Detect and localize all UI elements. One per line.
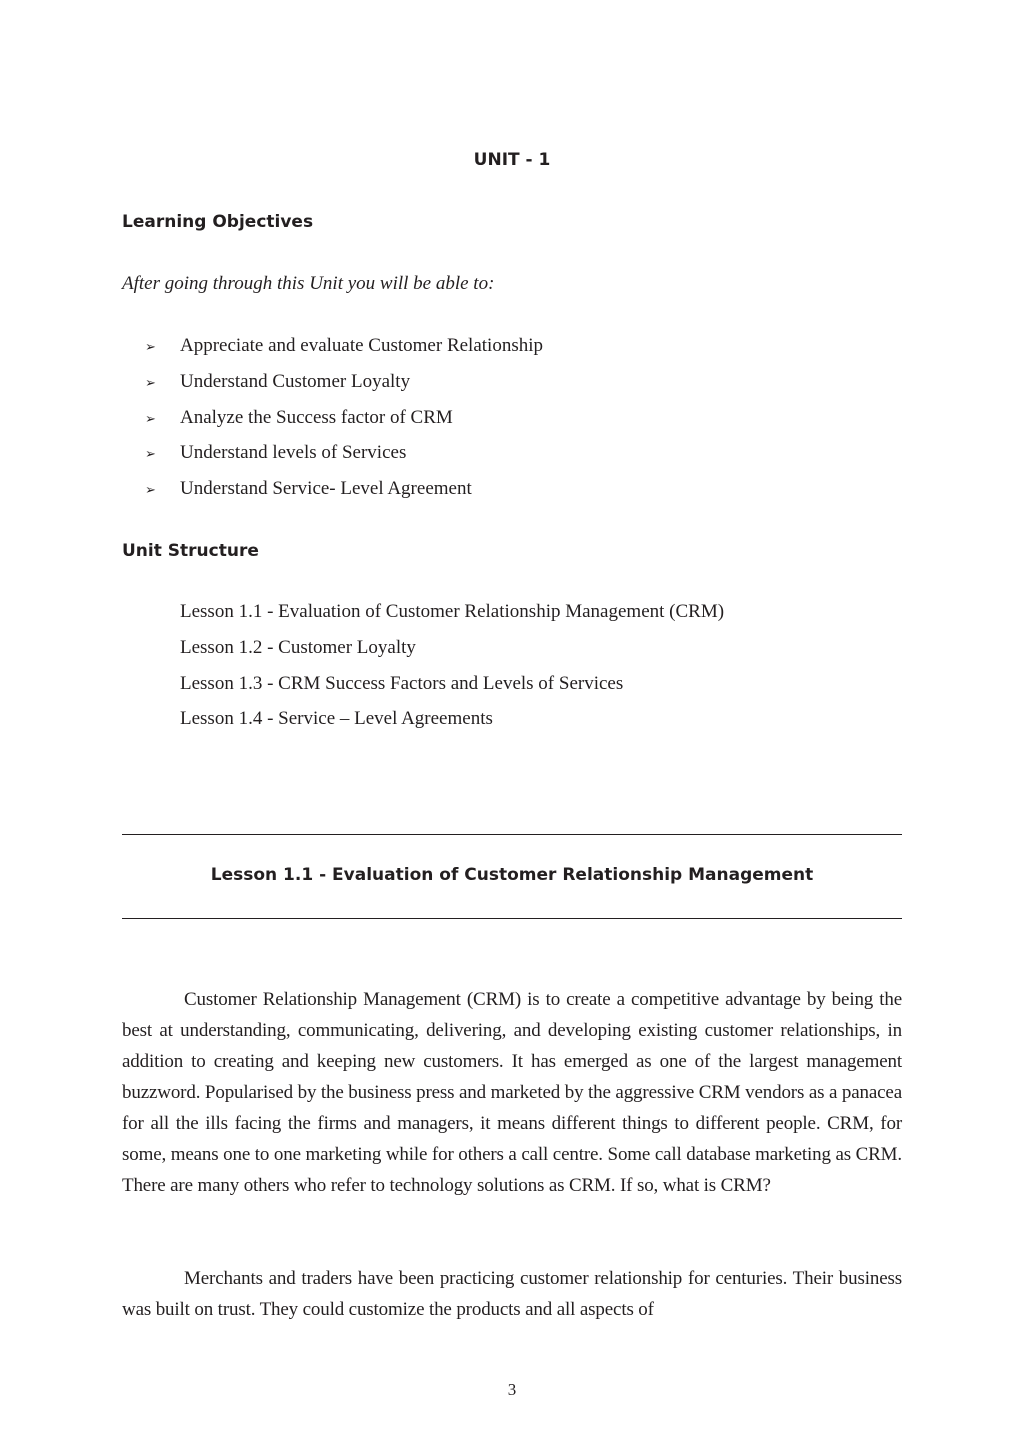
arrow-bullet-icon: ➢: [145, 340, 156, 355]
arrow-bullet-icon: ➢: [145, 411, 156, 427]
list-item: Lesson 1.2 - Customer Loyalty: [180, 636, 416, 658]
lesson-heading: Lesson 1.1 - Evaluation of Customer Relationship Management: [210, 865, 814, 885]
list-item: Lesson 1.4 - Service – Level Agreements: [180, 708, 493, 730]
arrow-bullet-icon: ➢: [145, 447, 156, 463]
objective-text: Analyze the Success factor of CRM: [180, 406, 453, 428]
objective-text: Understand levels of Services: [180, 442, 407, 464]
top-divider: [122, 834, 902, 835]
list-item: Lesson 1.3 - CRM Success Factors and Levels of Services: [180, 672, 624, 694]
objective-text: Understand Service- Level Agreement: [180, 478, 472, 500]
unit-title: UNIT - 1: [473, 150, 551, 170]
list-item: [145, 442, 543, 478]
list-item: [145, 371, 543, 407]
arrow-bullet-icon: ➢: [145, 375, 156, 391]
objective-text: Appreciate and evaluate Customer Relationship: [180, 335, 543, 356]
body-paragraph: Merchants and traders have been practicing customer relationship for centuries. Their business was built on trust. They could customize the products and all aspects of: [122, 1268, 902, 1320]
objectives-list: [145, 335, 543, 514]
unit-structure-heading: Unit Structure: [122, 541, 259, 561]
list-item: [145, 407, 543, 443]
list-item: [145, 335, 543, 371]
list-item: [145, 478, 543, 514]
unit-structure-list: [180, 601, 724, 744]
arrow-bullet-icon: ➢: [145, 483, 156, 499]
list-item: Lesson 1.1 - Evaluation of Customer Relationship Management (CRM): [180, 601, 725, 622]
objective-text: Understand Customer Loyalty: [180, 370, 411, 392]
learning-objectives-heading: Learning Objectives: [122, 212, 314, 232]
objectives-intro: After going through this Unit you will be able to:: [122, 273, 495, 294]
body-paragraph: Customer Relationship Management (CRM) is to create a competitive advantage by being the best at understanding, communicating, delivering, and developing existing customer relationships, in addition to creating and keeping new customers. It has emerged as one of the largest management buzzword. Popularised by the business press and marketed by the aggressive CRM vendors as a panacea for all the ills facing the firms and managers, it means different things to different people. CRM, for some, means one to one marketing while for others a call centre. Some call database marketing as CRM. There are many others who refer to technology solutions as CRM. If so, what is CRM?: [122, 989, 902, 1196]
page-number: 3: [507, 1380, 517, 1399]
bottom-divider: [122, 918, 902, 919]
